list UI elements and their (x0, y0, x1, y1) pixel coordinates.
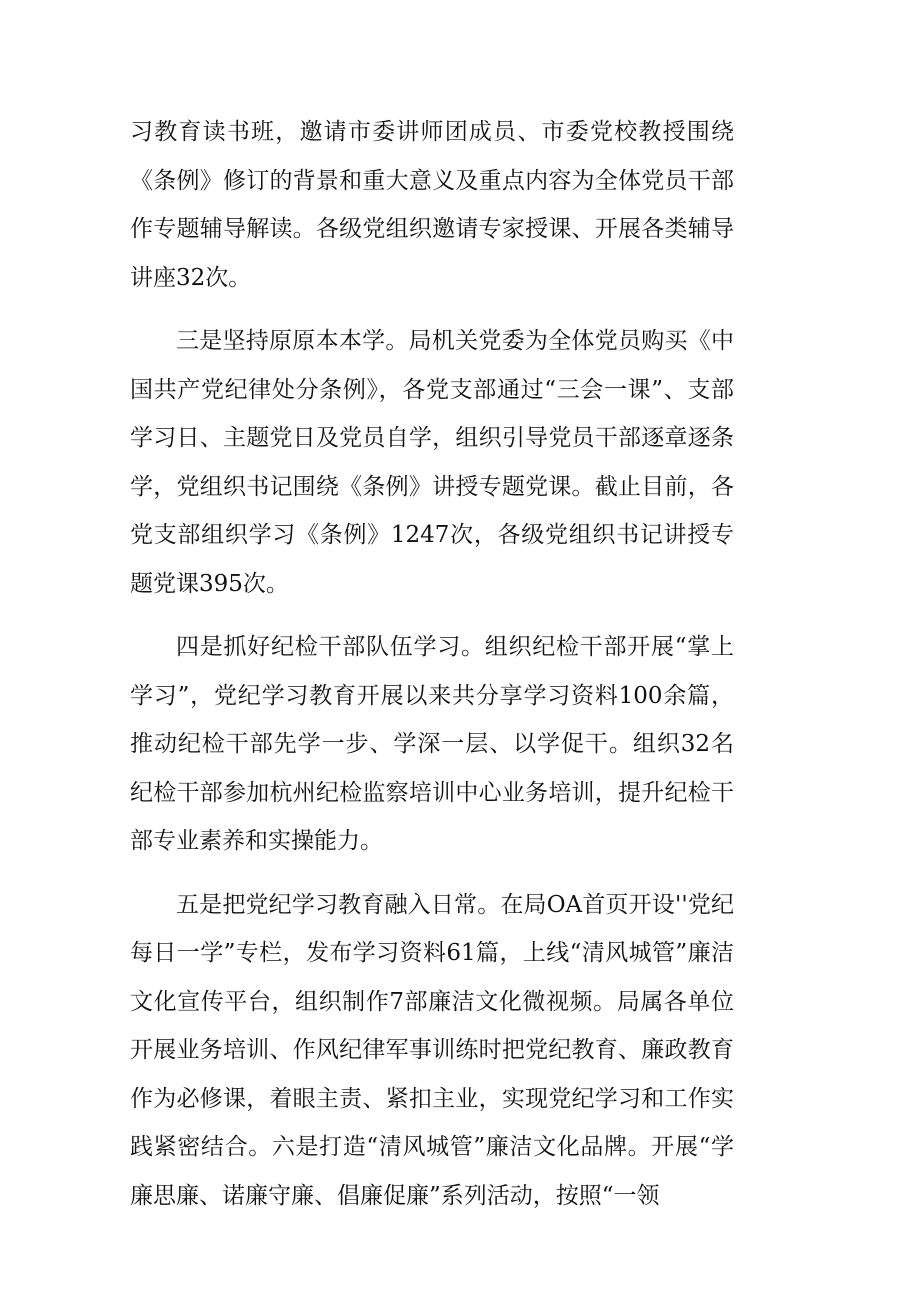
document-body (130, 108, 734, 1235)
paragraph-2: 三是坚持原原本本学。局机关党委为全体党员购买《中国共产党纪律处分条例》，各党支部通过“三会一课”、支部学习日、主题党日及党员自学，组织引导党员干部逐章逐条学，党组织书记围绕《条例》讲授专题党课。截止目前，各党支部组织学习《条例》1247次，各级党组织书记讲授专题党课395次。 (130, 328, 734, 597)
paragraph-3: 四是抓好纪检干部队伍学习。组织纪检干部开展“掌上学习”，党纪学习教育开展以来共分享学习资料100余篇，推动纪检干部先学一步、学深一层、以学促干。组织32名纪检干部参加杭州纪检监察培训中心业务培训，提升纪检干部专业素养和实操能力。 (130, 634, 734, 854)
paragraph-1: 习教育读书班，邀请市委讲师团成员、市委党校教授围绕《条例》修订的背景和重大意义及重点内容为全体党员干部作专题辅导解读。各级党组织邀请专家授课、开展各类辅导讲座32次。 (130, 119, 734, 291)
paragraph-4: 五是把党纪学习教育融入日常。在局OA首页开设''党纪每日一学”专栏，发布学习资料61篇，上线“清风城管”廉洁文化宣传平台，组织制作7部廉洁文化微视频。局属各单位开展业务培训、作风纪律军事训练时把党纪教育、廉政教育作为必修课，着眼主责、紧扣主业，实现党纪学习和工作实践紧密结合。六是打造“清风城管”廉洁文化品牌。开展“学廉思廉、诺廉守廉、倡廉促廉”系列活动，按照“一领 (130, 891, 734, 1209)
